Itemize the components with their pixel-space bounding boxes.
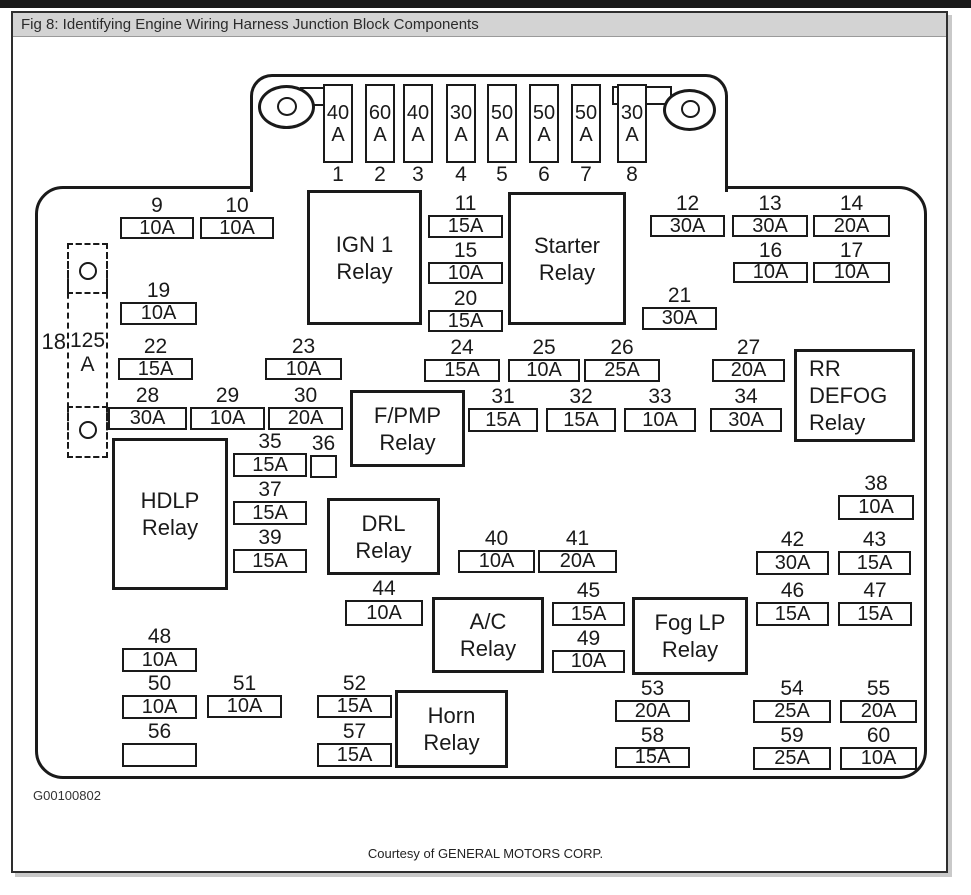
fuse-number-label: 6 <box>538 163 550 186</box>
fuse-number-label: 53 <box>640 677 665 700</box>
mega-fuse-rating-unit: A <box>80 353 95 376</box>
fuse-box <box>617 84 647 163</box>
fuse-number-label: 51 <box>232 672 257 695</box>
fuse-number-label: 22 <box>143 335 168 358</box>
fuse-44 <box>345 579 423 626</box>
horn-relay <box>395 690 508 768</box>
fuse-box: 30A <box>108 407 187 430</box>
relay-label-line: Horn <box>427 703 476 728</box>
fuse-6 <box>529 84 559 185</box>
relay-label-line: Relay <box>809 410 866 435</box>
fuse-box: 30A <box>756 551 829 575</box>
fuse-box: 10A <box>122 695 197 719</box>
fuse-box: 15A <box>118 358 193 380</box>
mounting-eyelet-right-hole-icon <box>681 100 700 118</box>
fuse-amp-unit: A <box>495 123 509 146</box>
fuse-box: 30A <box>710 408 782 432</box>
fuse-box: 15A <box>615 747 690 768</box>
fuse-amp: 50 <box>490 101 514 124</box>
fuse-number-label: 19 <box>146 279 171 302</box>
figure-id: G00100802 <box>33 788 101 803</box>
fuse-box: 15A <box>838 602 912 626</box>
fuse-box: 20A <box>615 700 690 722</box>
fuse-number-label: 43 <box>862 528 887 551</box>
fuse-box <box>365 84 395 163</box>
fuse-box: 10A <box>345 600 423 626</box>
fuse-amp-unit: A <box>537 123 551 146</box>
fuse-49 <box>552 629 625 673</box>
fuse-box: 25A <box>753 700 831 723</box>
fuse-box: 10A <box>508 359 580 382</box>
fuse-11 <box>428 194 503 238</box>
fuse-number-label: 60 <box>866 724 891 747</box>
fuse-35 <box>233 432 307 477</box>
fuse-15 <box>428 241 503 284</box>
fuse-31 <box>468 387 538 432</box>
fuse-number-label: 49 <box>576 627 601 650</box>
fuse-number-label: 9 <box>151 194 163 217</box>
fuse-box: 10A <box>265 358 342 380</box>
fuse-41 <box>538 529 617 573</box>
fuse-58 <box>615 726 690 768</box>
fuse-number-label: 56 <box>147 720 172 743</box>
fuse-9 <box>120 196 194 239</box>
relay-label-line: Relay <box>423 730 480 755</box>
fuse-number-label: 16 <box>758 239 783 262</box>
relay-label-line: Relay <box>661 637 719 662</box>
fuse-box: 15A <box>317 743 392 767</box>
fuse-amp-unit: A <box>373 123 387 146</box>
fuse-number-label: 33 <box>648 385 672 408</box>
rr-defog-relay <box>794 349 915 442</box>
fuse-57 <box>317 722 392 767</box>
fuse-number-label: 34 <box>734 385 758 408</box>
fuse-56 <box>122 722 197 767</box>
fuse-box: 15A <box>233 453 307 477</box>
fuse-box: 15A <box>317 695 392 718</box>
fuse-box: 15A <box>424 359 500 382</box>
relay-label-line: Fog LP <box>654 610 726 635</box>
relay-label-line: Relay <box>538 259 596 285</box>
fuse-amp: 50 <box>532 101 556 124</box>
fuse-amp: 60 <box>368 101 392 124</box>
fuse-number-label: 26 <box>610 336 634 359</box>
fuse-amp-unit: A <box>331 123 345 146</box>
ign1-relay <box>307 190 422 325</box>
fuse-box: 25A <box>753 747 831 770</box>
fuse-45 <box>552 581 625 626</box>
fuse-number-label: 1 <box>332 163 344 186</box>
fuse-7 <box>571 84 601 185</box>
relay-label-line: Relay <box>355 537 412 563</box>
fuse-46 <box>756 581 829 626</box>
fuse-amp: 40 <box>406 101 430 124</box>
fuse-number-label: 11 <box>454 192 477 215</box>
starter-relay <box>508 192 626 325</box>
fuse-box: 10A <box>120 302 197 325</box>
fuse-5 <box>487 84 517 185</box>
fpmp-relay <box>350 390 465 467</box>
courtesy-line: Courtesy of GENERAL MOTORS CORP. <box>367 846 604 861</box>
fuse-number-label: 54 <box>780 677 804 700</box>
fuse-number-label: 24 <box>450 336 474 359</box>
fuse-2 <box>365 84 395 185</box>
fuse-28 <box>108 386 187 430</box>
fuse-number-label: 45 <box>576 579 601 602</box>
fuse-59 <box>753 726 831 770</box>
fuse-60 <box>840 726 917 770</box>
fuse-box <box>403 84 433 163</box>
fuse-box: 15A <box>233 501 307 525</box>
fuse-box: 10A <box>838 495 914 520</box>
fuse-number-label: 13 <box>758 192 782 215</box>
fuse-51 <box>207 674 282 718</box>
fuse-22 <box>118 337 193 380</box>
fuse-number-label: 8 <box>626 163 638 186</box>
fuse-number-label: 59 <box>780 724 804 747</box>
fuse-4 <box>446 84 476 185</box>
fuse-number-label: 36 <box>311 432 336 455</box>
figure-title: Fig 8: Identifying Engine Wiring Harness Junction Block Components <box>21 16 479 33</box>
fuse-box: 25A <box>584 359 660 382</box>
fuse-box: 10A <box>190 407 265 430</box>
fuse-amp: 30 <box>620 101 644 124</box>
fuse-53 <box>615 679 690 722</box>
relay-label-line: IGN 1 <box>335 231 394 257</box>
fuse-box <box>529 84 559 163</box>
fuse-amp-unit: A <box>411 123 425 146</box>
fuse-37 <box>233 480 307 525</box>
fuse-number-label: 5 <box>496 163 508 186</box>
fuse-box: 15A <box>552 602 625 626</box>
fuse-23 <box>265 337 342 380</box>
hdlp-relay <box>112 438 228 590</box>
fuse-42 <box>756 530 829 575</box>
relay-label-line: Relay <box>459 636 517 661</box>
fuse-number-label: 23 <box>291 335 316 358</box>
fuse-25 <box>508 338 580 382</box>
fuse-box: 15A <box>428 310 503 332</box>
mega-fuse-rating: 125 <box>69 329 106 352</box>
fuse-32 <box>546 387 616 432</box>
fuse-box: 20A <box>813 215 890 237</box>
drl-relay <box>327 498 440 575</box>
fuse-number-label: 31 <box>491 385 515 408</box>
fuse-number-label: 3 <box>412 163 424 186</box>
fuse-box: 20A <box>268 407 343 430</box>
fuse-19 <box>120 281 197 325</box>
fuse-43 <box>838 530 911 575</box>
fuse-number-label: 37 <box>258 478 282 501</box>
fuse-13 <box>732 194 808 237</box>
fuse-amp-unit: A <box>625 123 639 146</box>
fuse-48 <box>122 627 197 672</box>
fuse-number-label: 57 <box>342 720 367 743</box>
fuse-box: 30A <box>642 307 717 330</box>
fuse-number-label: 17 <box>839 239 864 262</box>
fuse-box <box>122 743 197 767</box>
fuse-box: 10A <box>122 648 197 672</box>
relay-label-line: Relay <box>336 258 393 284</box>
fuse-number-label: 30 <box>293 384 318 407</box>
fuse-55 <box>840 679 917 723</box>
fuse-10 <box>200 196 274 239</box>
fuse-1 <box>323 84 353 185</box>
fuse-amp: 40 <box>326 101 350 124</box>
fuse-box: 10A <box>428 262 503 284</box>
mega-fuse-bottom-terminal-icon <box>79 421 97 439</box>
fuse-number-label: 28 <box>135 384 160 407</box>
fuse-number-label: 55 <box>866 677 891 700</box>
fuse-20 <box>428 289 503 332</box>
fuse-27 <box>712 338 785 382</box>
fuse-17 <box>813 241 890 283</box>
fuse-box: 10A <box>120 217 194 239</box>
fuse-box <box>310 455 337 478</box>
fuse-box: 15A <box>838 551 911 575</box>
fuse-box: 10A <box>813 262 890 283</box>
fuse-box: 20A <box>538 550 617 573</box>
fuse-box: 15A <box>468 408 538 432</box>
relay-label-line: Starter <box>533 232 601 258</box>
relay-label-line: Relay <box>141 515 199 540</box>
fuse-box: 10A <box>840 747 917 770</box>
fuse-36 <box>304 434 344 478</box>
fuse-number-label: 41 <box>565 527 590 550</box>
fuse-number-label: 20 <box>453 287 478 310</box>
fuse-29 <box>190 386 265 430</box>
fuse-54 <box>753 679 831 723</box>
fuse-26 <box>584 338 660 382</box>
fuse-number-label: 39 <box>258 526 282 549</box>
relay-label-line: HDLP <box>140 488 200 513</box>
fuse-box: 15A <box>546 408 616 432</box>
fuse-number-label: 50 <box>147 672 172 695</box>
fuse-amp-unit: A <box>454 123 468 146</box>
fuse-number-label: 15 <box>453 239 478 262</box>
fuse-box: 10A <box>624 408 696 432</box>
fuse-box <box>323 84 353 163</box>
fuse-amp-unit: A <box>579 123 593 146</box>
fuse-number-label: 25 <box>532 336 556 359</box>
fuse-box: 10A <box>200 217 274 239</box>
fuse-box: 15A <box>428 215 503 238</box>
fuse-33 <box>624 387 696 432</box>
fuse-number-label: 32 <box>569 385 593 408</box>
fuse-number-label: 42 <box>780 528 805 551</box>
fuse-number-label: 48 <box>147 625 172 648</box>
mega-fuse-number: 18 <box>41 329 66 354</box>
ac-relay <box>432 597 544 673</box>
fuse-box: 10A <box>207 695 282 718</box>
fuse-box: 30A <box>732 215 808 237</box>
mounting-eyelet-left-hole-icon <box>277 97 297 116</box>
fuse-number-label: 29 <box>215 384 240 407</box>
fuse-number-label: 38 <box>864 472 888 495</box>
fuse-50 <box>122 674 197 719</box>
fuse-box: 10A <box>552 650 625 673</box>
fuse-14 <box>813 194 890 237</box>
fuse-number-label: 35 <box>258 430 282 453</box>
fuse-number-label: 14 <box>839 192 864 215</box>
mega-fuse-top-terminal-icon <box>79 262 97 280</box>
foglp-relay <box>632 597 748 675</box>
fuse-40 <box>458 529 535 573</box>
fuse-number-label: 46 <box>780 579 805 602</box>
relay-label-line: F/PMP <box>373 402 442 428</box>
fuse-number-label: 27 <box>736 336 761 359</box>
fuse-52 <box>317 674 392 718</box>
fuse-box: 15A <box>756 602 829 626</box>
fuse-38 <box>838 474 914 520</box>
fuse-number-label: 47 <box>863 579 887 602</box>
fuse-12 <box>650 194 725 237</box>
fuse-16 <box>733 241 808 283</box>
fuse-number-label: 4 <box>455 163 467 186</box>
fuse-box: 15A <box>233 549 307 573</box>
relay-label-line: RR <box>809 356 841 381</box>
fuse-amp: 50 <box>574 101 598 124</box>
fuse-47 <box>838 581 912 626</box>
fuse-number-label: 40 <box>484 527 509 550</box>
fuse-number-label: 12 <box>675 192 700 215</box>
fuse-34 <box>710 387 782 432</box>
fuse-number-label: 10 <box>225 194 249 217</box>
fuse-number-label: 21 <box>667 284 692 307</box>
fuse-number-label: 58 <box>640 724 665 747</box>
fuse-box: 20A <box>712 359 785 382</box>
relay-label-line: DEFOG <box>809 383 888 408</box>
fuse-21 <box>642 286 717 330</box>
fuse-number-label: 2 <box>374 163 386 186</box>
fuse-8 <box>617 84 647 185</box>
fuse-box: 20A <box>840 700 917 723</box>
fuse-box: 10A <box>733 262 808 283</box>
fuse-30 <box>268 386 343 430</box>
fuse-number-label: 44 <box>372 577 396 600</box>
fuse-box: 10A <box>458 550 535 573</box>
relay-label-line: Relay <box>379 429 436 455</box>
relay-label-line: A/C <box>469 609 507 634</box>
fuse-amp: 30 <box>449 101 473 124</box>
fuse-3 <box>403 84 433 185</box>
fuse-box: 30A <box>650 215 725 237</box>
fuse-box <box>446 84 476 163</box>
fuse-number-label: 7 <box>580 163 592 186</box>
fuse-39 <box>233 528 307 573</box>
relay-label-line: DRL <box>361 510 406 536</box>
fuse-number-label: 52 <box>342 672 367 695</box>
fuse-box <box>571 84 601 163</box>
fuse-box <box>487 84 517 163</box>
fuse-24 <box>424 338 500 382</box>
